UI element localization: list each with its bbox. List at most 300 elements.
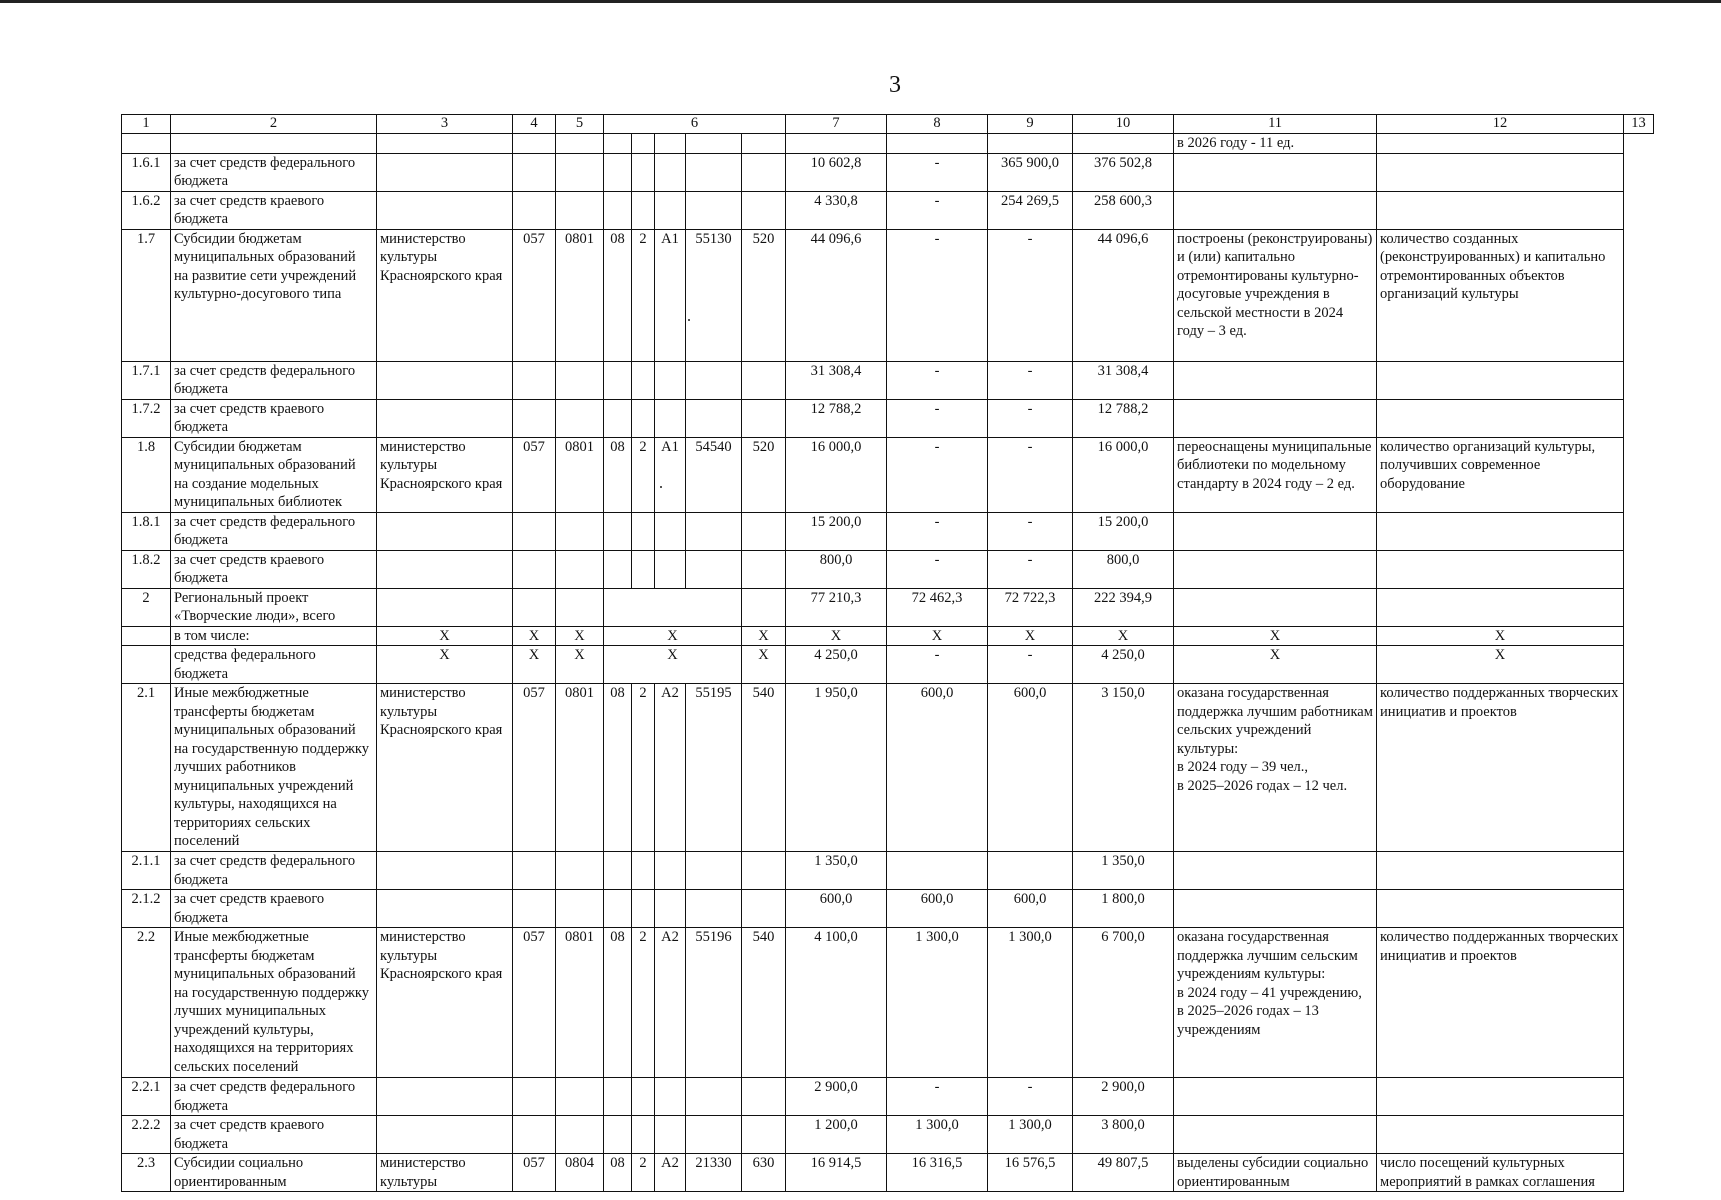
row-expected-result (1174, 153, 1377, 191)
row-expense-type (742, 399, 786, 437)
row-csr-program (604, 134, 632, 154)
row-amount-total: 16 000,0 (1073, 437, 1174, 512)
scan-speck (660, 486, 662, 488)
row-amount-2026: - (988, 512, 1073, 550)
row-grbs-code: 057 (513, 1154, 556, 1192)
row-csr-program (604, 361, 632, 399)
row-organization: министерство культуры Красноярского края (377, 684, 513, 852)
row-amount-2025: 600,0 (887, 890, 988, 928)
row-number: 1.7 (122, 229, 171, 361)
row-amount-total: 800,0 (1073, 550, 1174, 588)
header-cell-13: 13 (1624, 115, 1654, 134)
row-amount-2025 (887, 134, 988, 154)
row-number: 1.8.2 (122, 550, 171, 588)
row-csr-subprogram (632, 399, 655, 437)
row-indicator: X (1377, 626, 1624, 646)
row-grbs-code (513, 852, 556, 890)
row-section-code: X (556, 646, 604, 684)
row-name: в том числе: (171, 626, 377, 646)
table-row (122, 1116, 1654, 1154)
row-csr-program (604, 550, 632, 588)
row-csr-program: 08 (604, 229, 632, 361)
row-indicator: X (1377, 646, 1624, 684)
row-amount-2025: - (887, 550, 988, 588)
row-expense-type (742, 550, 786, 588)
row-csr-direction: 55196 (686, 928, 742, 1078)
row-organization (377, 890, 513, 928)
row-csr-subprogram: 2 (632, 437, 655, 512)
row-organization (377, 512, 513, 550)
row-amount-2026: - (988, 550, 1073, 588)
row-name: за счет средств краевого бюджета (171, 890, 377, 928)
row-number: 1.6.2 (122, 191, 171, 229)
row-amount-2026 (988, 852, 1073, 890)
table-row (122, 512, 1654, 550)
row-organization: X (377, 646, 513, 684)
row-amount-total: 1 800,0 (1073, 890, 1174, 928)
row-name: за счет средств федерального бюджета (171, 153, 377, 191)
row-csr-direction: 55130 (686, 229, 742, 361)
scan-speck (688, 319, 690, 321)
row-csr-subprogram (632, 852, 655, 890)
row-csr-program (604, 852, 632, 890)
row-name: за счет средств федерального бюджета (171, 512, 377, 550)
header-cell-4: 4 (513, 115, 556, 134)
row-csr-subprogram: 2 (632, 1154, 655, 1192)
row-amount-2024: 4 100,0 (786, 928, 887, 1078)
row-expected-result (1174, 852, 1377, 890)
table-row (122, 191, 1654, 229)
row-number: 2 (122, 588, 171, 626)
row-csr-project (655, 512, 686, 550)
row-csr-direction (686, 1116, 742, 1154)
row-amount-2024: 12 788,2 (786, 399, 887, 437)
row-csr-project (655, 890, 686, 928)
row-csr-project (655, 1078, 686, 1116)
row-section-code (556, 134, 604, 154)
row-amount-total: 49 807,5 (1073, 1154, 1174, 1192)
row-amount-2025: - (887, 1078, 988, 1116)
row-indicator (1377, 191, 1624, 229)
row-name: Иные межбюджетные трансферты бюджетам муниципальных образований на государственную поддержку лучших работников муниципальных учреждений культуры, находящихся на территориях сельских поселений (171, 684, 377, 852)
row-organization (377, 1078, 513, 1116)
row-amount-2026: - (988, 399, 1073, 437)
row-expected-result: выделены субсидии социально ориентированным (1174, 1154, 1377, 1192)
row-expense-type: 630 (742, 1154, 786, 1192)
row-indicator (1377, 588, 1624, 626)
table-row (122, 229, 1654, 361)
row-name: за счет средств краевого бюджета (171, 550, 377, 588)
row-number: 2.2.2 (122, 1116, 171, 1154)
row-csr-direction: 54540 (686, 437, 742, 512)
row-csr-subprogram (632, 134, 655, 154)
header-row (122, 115, 1654, 134)
row-amount-2026: - (988, 229, 1073, 361)
row-section-code: 0801 (556, 684, 604, 852)
row-organization (377, 588, 513, 626)
row-expense-type: X (742, 626, 786, 646)
row-organization: министерство культуры (377, 1154, 513, 1192)
header-cell-3: 3 (377, 115, 513, 134)
row-csr-subprogram (632, 1078, 655, 1116)
row-expense-type (742, 512, 786, 550)
row-organization (377, 153, 513, 191)
header-cell-5: 5 (556, 115, 604, 134)
row-amount-2024: 15 200,0 (786, 512, 887, 550)
row-organization (377, 361, 513, 399)
row-csr-code: X (604, 626, 742, 646)
table-row (122, 153, 1654, 191)
row-csr-subprogram: 2 (632, 928, 655, 1078)
row-amount-2025: 1 300,0 (887, 928, 988, 1078)
row-csr-project (655, 153, 686, 191)
row-name: Субсидии социально ориентированным (171, 1154, 377, 1192)
row-name: Региональный проект «Творческие люди», всего (171, 588, 377, 626)
row-amount-2026: 254 269,5 (988, 191, 1073, 229)
row-csr-project: А2 (655, 684, 686, 852)
row-csr-direction (686, 852, 742, 890)
row-csr-project (655, 361, 686, 399)
row-grbs-code: X (513, 626, 556, 646)
row-amount-2024: 16 000,0 (786, 437, 887, 512)
row-amount-total: 1 350,0 (1073, 852, 1174, 890)
row-csr-project (655, 399, 686, 437)
row-amount-total: 12 788,2 (1073, 399, 1174, 437)
row-csr-direction (686, 191, 742, 229)
row-expense-type (742, 1078, 786, 1116)
row-csr-subprogram (632, 512, 655, 550)
row-number: 1.8 (122, 437, 171, 512)
row-amount-total: 2 900,0 (1073, 1078, 1174, 1116)
table-row (122, 437, 1654, 512)
row-indicator (1377, 399, 1624, 437)
row-csr-direction (686, 153, 742, 191)
header-cell-12: 12 (1377, 115, 1624, 134)
row-amount-2025: 72 462,3 (887, 588, 988, 626)
row-name: за счет средств федерального бюджета (171, 361, 377, 399)
row-organization (377, 399, 513, 437)
row-grbs-code (513, 550, 556, 588)
header-cell-10: 10 (1073, 115, 1174, 134)
row-number (122, 626, 171, 646)
row-csr-program (604, 153, 632, 191)
row-amount-2024: 10 602,8 (786, 153, 887, 191)
row-grbs-code (513, 1116, 556, 1154)
row-expected-result: построены (реконструированы) и (или) капитально отремонтированы культурно-досуговые учреждения в сельской местности в 2024 году – 3 ед. (1174, 229, 1377, 361)
row-csr-direction (686, 361, 742, 399)
row-section-code (556, 153, 604, 191)
row-amount-2025: - (887, 437, 988, 512)
row-csr-direction: 21330 (686, 1154, 742, 1192)
row-amount-total: 31 308,4 (1073, 361, 1174, 399)
row-csr-project (655, 134, 686, 154)
row-grbs-code (513, 191, 556, 229)
row-expense-type: 540 (742, 928, 786, 1078)
table-row (122, 588, 1654, 626)
row-number (122, 134, 171, 154)
row-expense-type: 540 (742, 684, 786, 852)
row-section-code (556, 550, 604, 588)
row-expected-result: переоснащены муниципальные библиотеки по модельному стандарту в 2024 году – 2 ед. (1174, 437, 1377, 512)
row-indicator (1377, 1078, 1624, 1116)
row-amount-total: 258 600,3 (1073, 191, 1174, 229)
row-grbs-code: 057 (513, 229, 556, 361)
row-expected-result (1174, 890, 1377, 928)
row-number: 2.2.1 (122, 1078, 171, 1116)
row-csr-program (604, 1078, 632, 1116)
row-csr-subprogram (632, 890, 655, 928)
row-csr-program: 08 (604, 1154, 632, 1192)
row-grbs-code: 057 (513, 684, 556, 852)
row-name (171, 134, 377, 154)
row-name: Субсидии бюджетам муниципальных образований на развитие сети учреждений культурно-досугового типа (171, 229, 377, 361)
row-section-code: 0801 (556, 437, 604, 512)
row-expected-result (1174, 191, 1377, 229)
row-expected-result (1174, 588, 1377, 626)
row-amount-2026: 600,0 (988, 684, 1073, 852)
table-row (122, 134, 1654, 154)
row-amount-2025: - (887, 646, 988, 684)
row-organization (377, 134, 513, 154)
row-amount-2025: 1 300,0 (887, 1116, 988, 1154)
row-csr-program: 08 (604, 437, 632, 512)
row-amount-2026: 72 722,3 (988, 588, 1073, 626)
row-amount-2026: - (988, 1078, 1073, 1116)
row-expected-result: X (1174, 646, 1377, 684)
row-csr-project: А1 (655, 229, 686, 361)
row-name: Иные межбюджетные трансферты бюджетам муниципальных образований на государственную поддержку лучших муниципальных учреждений культуры, находящихся на территориях сельских поселений (171, 928, 377, 1078)
row-csr-direction (686, 550, 742, 588)
table-row (122, 852, 1654, 890)
row-name: за счет средств краевого бюджета (171, 191, 377, 229)
row-organization (377, 1116, 513, 1154)
row-section-code (556, 361, 604, 399)
row-amount-2025: - (887, 229, 988, 361)
row-amount-total: 4 250,0 (1073, 646, 1174, 684)
row-expense-type: X (742, 646, 786, 684)
row-amount-2024: 600,0 (786, 890, 887, 928)
row-amount-total: 3 150,0 (1073, 684, 1174, 852)
row-csr-program (604, 399, 632, 437)
row-indicator: количество поддержанных творческих инициатив и проектов (1377, 928, 1624, 1078)
row-expense-type (742, 153, 786, 191)
row-csr-project: А2 (655, 928, 686, 1078)
header-cell-6: 6 (604, 115, 786, 134)
row-indicator (1377, 361, 1624, 399)
row-csr-project (655, 191, 686, 229)
row-expense-type (742, 134, 786, 154)
row-amount-total (1073, 134, 1174, 154)
row-amount-total: 222 394,9 (1073, 588, 1174, 626)
row-section-code: 0801 (556, 229, 604, 361)
row-indicator (1377, 153, 1624, 191)
row-csr-program (604, 890, 632, 928)
row-expected-result (1174, 1078, 1377, 1116)
row-expense-type: 520 (742, 229, 786, 361)
row-amount-2025: - (887, 361, 988, 399)
row-amount-2025: - (887, 399, 988, 437)
row-amount-2025: - (887, 153, 988, 191)
row-csr-subprogram: 2 (632, 229, 655, 361)
table-row (122, 399, 1654, 437)
row-amount-total: 376 502,8 (1073, 153, 1174, 191)
row-csr-subprogram (632, 1116, 655, 1154)
row-csr-subprogram: 2 (632, 684, 655, 852)
row-grbs-code: 057 (513, 437, 556, 512)
row-expense-type (742, 361, 786, 399)
row-indicator (1377, 890, 1624, 928)
row-indicator: количество созданных (реконструированных) и капитально отремонтированных объектов организаций культуры (1377, 229, 1624, 361)
row-number: 2.1.2 (122, 890, 171, 928)
row-amount-2024: 2 900,0 (786, 1078, 887, 1116)
row-organization: X (377, 626, 513, 646)
row-amount-2024: 77 210,3 (786, 588, 887, 626)
row-amount-2024: 4 330,8 (786, 191, 887, 229)
row-indicator: количество организаций культуры, получивших современное оборудование (1377, 437, 1624, 512)
table-row (122, 361, 1654, 399)
row-amount-2026: 1 300,0 (988, 1116, 1073, 1154)
row-csr-project: А2 (655, 1154, 686, 1192)
row-name: Субсидии бюджетам муниципальных образований на создание модельных муниципальных библиотек (171, 437, 377, 512)
row-amount-2024: 800,0 (786, 550, 887, 588)
row-amount-2026: 365 900,0 (988, 153, 1073, 191)
row-amount-2024: 1 350,0 (786, 852, 887, 890)
row-amount-2025: 16 316,5 (887, 1154, 988, 1192)
row-grbs-code (513, 134, 556, 154)
row-amount-2024 (786, 134, 887, 154)
row-expected-result (1174, 550, 1377, 588)
row-amount-2025: X (887, 626, 988, 646)
row-grbs-code (513, 512, 556, 550)
row-section-code (556, 191, 604, 229)
row-number: 1.7.2 (122, 399, 171, 437)
header-cell-9: 9 (988, 115, 1073, 134)
row-amount-2024: 4 250,0 (786, 646, 887, 684)
row-expense-type: 520 (742, 437, 786, 512)
row-section-code (556, 852, 604, 890)
budget-table (121, 114, 1654, 1192)
row-grbs-code (513, 153, 556, 191)
row-amount-2024: 1 950,0 (786, 684, 887, 852)
row-section-code: 0801 (556, 928, 604, 1078)
page-number: 3 (889, 72, 901, 98)
row-name: за счет средств краевого бюджета (171, 1116, 377, 1154)
row-expected-result: X (1174, 626, 1377, 646)
row-indicator (1377, 134, 1624, 154)
header-cell-1: 1 (122, 115, 171, 134)
table-row (122, 550, 1654, 588)
header-cell-7: 7 (786, 115, 887, 134)
row-number (122, 646, 171, 684)
row-name: за счет средств федерального бюджета (171, 1078, 377, 1116)
row-amount-2024: 16 914,5 (786, 1154, 887, 1192)
row-expected-result (1174, 512, 1377, 550)
row-amount-2024: X (786, 626, 887, 646)
row-amount-2026: 1 300,0 (988, 928, 1073, 1078)
row-expense-type (742, 890, 786, 928)
scan-top-border (0, 0, 1721, 3)
row-number: 2.2 (122, 928, 171, 1078)
row-amount-2026: X (988, 626, 1073, 646)
row-organization: министерство культуры Красноярского края (377, 437, 513, 512)
row-expense-type (742, 1116, 786, 1154)
row-csr-program (604, 512, 632, 550)
row-csr-code: X (604, 646, 742, 684)
row-organization (377, 550, 513, 588)
row-csr-direction (686, 1078, 742, 1116)
row-amount-2024: 44 096,6 (786, 229, 887, 361)
row-number: 2.1 (122, 684, 171, 852)
row-csr-program: 08 (604, 928, 632, 1078)
table-row (122, 1078, 1654, 1116)
row-csr-project (655, 550, 686, 588)
row-grbs-code (513, 399, 556, 437)
row-expense-type (742, 191, 786, 229)
row-organization: министерство культуры Красноярского края (377, 928, 513, 1078)
row-indicator (1377, 550, 1624, 588)
row-number: 1.6.1 (122, 153, 171, 191)
row-grbs-code (513, 890, 556, 928)
row-number: 2.1.1 (122, 852, 171, 890)
row-csr-direction: 55195 (686, 684, 742, 852)
table-row (122, 890, 1654, 928)
row-section-code: 0804 (556, 1154, 604, 1192)
row-number: 1.8.1 (122, 512, 171, 550)
row-indicator (1377, 1116, 1624, 1154)
row-csr-code (604, 588, 742, 626)
row-expected-result: в 2026 году - 11 ед. (1174, 134, 1377, 154)
row-expense-type (742, 588, 786, 626)
row-amount-total: 44 096,6 (1073, 229, 1174, 361)
row-section-code (556, 1116, 604, 1154)
row-csr-program (604, 1116, 632, 1154)
table-row (122, 646, 1654, 684)
row-grbs-code (513, 361, 556, 399)
row-grbs-code: 057 (513, 928, 556, 1078)
row-expected-result: оказана государственная поддержка лучшим сельским учреждениям культуры: в 2024 году – 41 учреждению, в 2025–2026 годах – 13 учреждениям (1174, 928, 1377, 1078)
row-csr-project (655, 1116, 686, 1154)
row-csr-direction (686, 512, 742, 550)
table-row (122, 1154, 1654, 1192)
row-amount-2026: - (988, 646, 1073, 684)
table-row (122, 684, 1654, 852)
row-amount-2026 (988, 134, 1073, 154)
row-grbs-code (513, 588, 556, 626)
row-csr-direction (686, 134, 742, 154)
row-csr-program (604, 191, 632, 229)
table-row (122, 928, 1654, 1078)
row-indicator (1377, 512, 1624, 550)
row-csr-subprogram (632, 191, 655, 229)
row-amount-total: 3 800,0 (1073, 1116, 1174, 1154)
row-organization: министерство культуры Красноярского края (377, 229, 513, 361)
row-amount-2026: - (988, 361, 1073, 399)
row-csr-direction (686, 399, 742, 437)
table-row (122, 626, 1654, 646)
row-amount-2025: - (887, 191, 988, 229)
row-grbs-code (513, 1078, 556, 1116)
row-amount-2025: 600,0 (887, 684, 988, 852)
row-name: за счет средств краевого бюджета (171, 399, 377, 437)
row-amount-total: X (1073, 626, 1174, 646)
row-grbs-code: X (513, 646, 556, 684)
row-amount-2026: 600,0 (988, 890, 1073, 928)
row-expected-result (1174, 1116, 1377, 1154)
row-number: 2.3 (122, 1154, 171, 1192)
row-amount-2024: 31 308,4 (786, 361, 887, 399)
row-section-code: X (556, 626, 604, 646)
row-expected-result (1174, 399, 1377, 437)
